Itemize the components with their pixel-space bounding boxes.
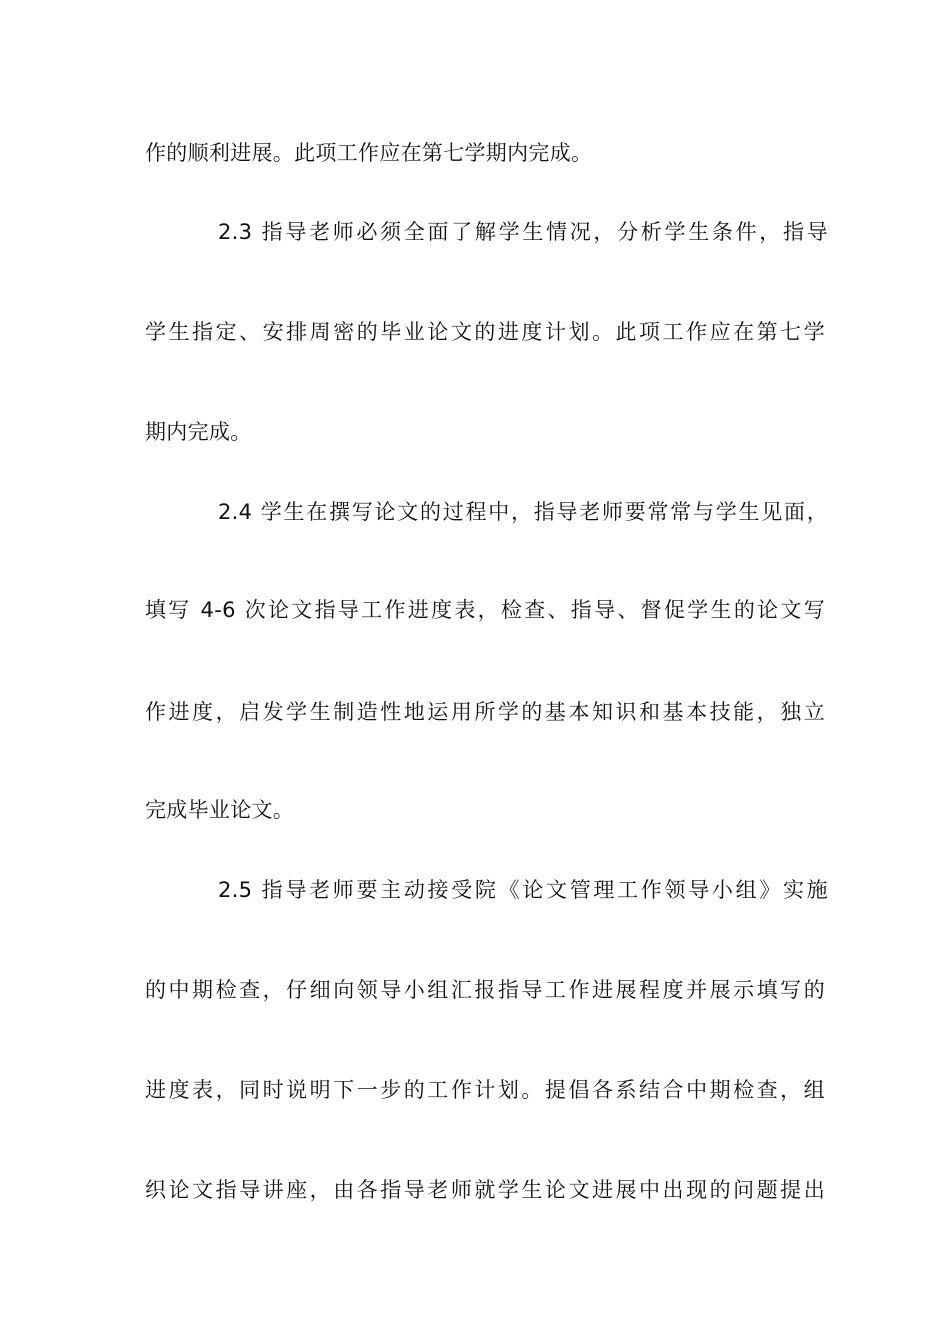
text-line: 作进度，启发学生制造性地运用所学的基本知识和基本技能，独立 <box>145 700 825 724</box>
text-line: 填写 4-6 次论文指导工作进度表，检查、指导、督促学生的论文写 <box>145 598 825 622</box>
paragraph-2-4-first-line: 2.4 学生在撰写论文的过程中，指导老师要常常与学生见面， <box>218 500 828 524</box>
text-line: 学生指定、安排周密的毕业论文的进度计划。此项工作应在第七学 <box>145 320 825 344</box>
paragraph-2-5-first-line: 2.5 指导老师要主动接受院《论文管理工作领导小组》实施 <box>218 878 828 902</box>
text-line: 进度表，同时说明下一步的工作计划。提倡各系结合中期检查，组 <box>145 1078 825 1102</box>
text-line: 作的顺利进展。此项工作应在第七学期内完成。 <box>145 141 593 165</box>
text-line: 织论文指导讲座，由各指导老师就学生论文进展中出现的问题提出 <box>145 1178 825 1202</box>
paragraph-2-3-first-line: 2.3 指导老师必须全面了解学生情况，分析学生条件，指导 <box>218 220 828 244</box>
text-line: 完成毕业论文。 <box>145 798 295 822</box>
text-line: 的中期检查，仔细向领导小组汇报指导工作进展程度并展示填写的 <box>145 978 825 1002</box>
text-line: 期内完成。 <box>145 420 252 444</box>
